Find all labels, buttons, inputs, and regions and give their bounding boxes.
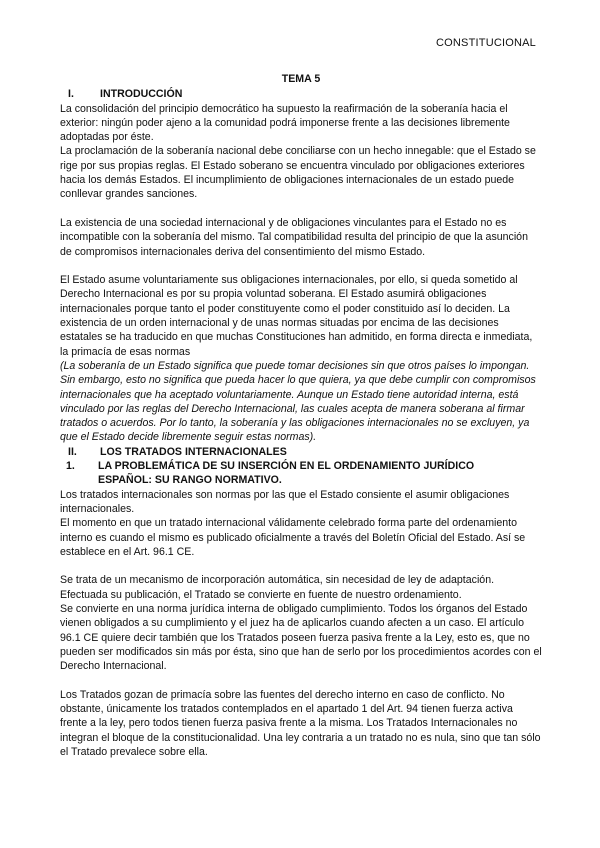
blank-line bbox=[60, 559, 542, 573]
subsection-number: 1. bbox=[66, 460, 75, 473]
section-number: I. bbox=[68, 88, 74, 101]
document-body bbox=[60, 72, 542, 759]
blank-line bbox=[60, 259, 542, 273]
tema-title: TEMA 5 bbox=[281, 73, 321, 85]
subsection-title-line1: LA PROBLEMÁTICA DE SU INSERCIÓN EN EL ORDENAMIENTO JURÍDICO bbox=[98, 460, 475, 473]
paragraph: La proclamación de la soberanía nacional debe conciliarse con un hecho innegable: que el Estado se rige por sus propias reglas. El Estado soberano se encuentra vinculado por obligaciones exteriores hacia los demás Estados. El incumplimiento de obligaciones internacionales de un estado puede conllevar grandes sanciones. bbox=[60, 145, 536, 201]
section-number: II. bbox=[68, 445, 77, 458]
paragraph: Los tratados internacionales son normas por las que el Estado consiente el asumir obligaciones internacionales. bbox=[60, 488, 510, 515]
paragraph: Se trata de un mecanismo de incorporación automática, sin necesidad de ley de adaptación. Efectuada su publicación, el Tratado se convierte en fuente de nuestro ordenamiento. bbox=[60, 574, 495, 601]
paragraph: La consolidación del principio democrático ha supuesto la reafirmación de la soberanía hacia el exterior: ningún poder ajeno a la comunidad podrá imponerse frente a las decisiones libremente adoptadas por éste. bbox=[60, 102, 510, 144]
section-title: LOS TRATADOS INTERNACIONALES bbox=[100, 445, 287, 458]
section-heading-introduccion bbox=[60, 87, 542, 101]
section-title: INTRODUCCIÓN bbox=[100, 88, 183, 101]
blank-line bbox=[60, 202, 542, 216]
italic-note: (La soberanía de un Estado significa que puede tomar decisiones sin que otros países lo impongan. Sin embargo, esto no significa que pueda hacer lo que quiera, ya que debe cumplir con compromisos internacionales que ha aceptado voluntariamente. Aunque un Estado tiene autoridad interna, está vinculado por las reglas del Derecho Internacional, las cuales acepta de manera soberana al firmar tratados o acuerdos. Por lo tanto, la soberanía y las obligaciones internacionales no se excluyen, ya que el Estado decide libremente seguir estas normas). bbox=[60, 359, 536, 444]
running-header: CONSTITUCIONAL bbox=[436, 37, 536, 49]
section-heading-tratados bbox=[60, 445, 542, 459]
blank-line bbox=[60, 673, 542, 687]
paragraph: El Estado asume voluntariamente sus obligaciones internacionales, por ello, si queda sometido al Derecho Internacional es por su propia voluntad soberana. El Estado asumirá obligaciones internacionales porque tanto el poder constituyente como el poder constituido así lo deciden. La existencia de un orden internacional y de unas normas situadas por encima de las decisiones estatales se ha traducido en que muchas Constituciones han admitido, en forma directa e inmediata, la primacía de esas normas bbox=[60, 274, 533, 358]
paragraph: Los Tratados gozan de primacía sobre las fuentes del derecho interno en caso de conflicto. No obstante, únicamente los tratados contemplados en el apartado 1 del Art. 94 tienen fuerza activa frente a la ley, pero todos tienen fuerza pasiva frente a la misma. Los Tratados Internacionales no integran el bloque de la constitucionalidad. Una ley contraria a un tratado no es nula, sino que tan sólo el Tratado prevalece sobre ella. bbox=[60, 688, 541, 758]
paragraph: La existencia de una sociedad internacional y de obligaciones vinculantes para el Estado no es incompatible con la soberanía del mismo. Tal compatibilidad resulta del principio de que la asunción de compromisos internacionales deriva del consentimiento del mismo Estado. bbox=[60, 216, 528, 258]
paragraph: El momento en que un tratado internacional válidamente celebrado forma parte del ordenamiento interno es cuando el mismo es publicado oficialmente a través del Boletín Oficial del Estado. Así se establece en el Art. 96.1 CE. bbox=[60, 517, 526, 558]
paragraph: Se convierte en una norma jurídica interna de obligado cumplimiento. Todos los órganos del Estado vienen obligados a su cumplimiento y el juez ha de aplicarlos cuando afecten a un caso. El artículo 96.1 CE quiere decir también que los Tratados poseen fuerza pasiva frente a la Ley, esto es, que no pueden ser modificados sin más por ésta, sino que han de serlo por los procedimientos acordes con el Derecho Internacional. bbox=[60, 602, 542, 673]
subsection-heading bbox=[60, 459, 542, 488]
subsection-title-line2: ESPAÑOL: SU RANGO NORMATIVO. bbox=[98, 474, 282, 487]
